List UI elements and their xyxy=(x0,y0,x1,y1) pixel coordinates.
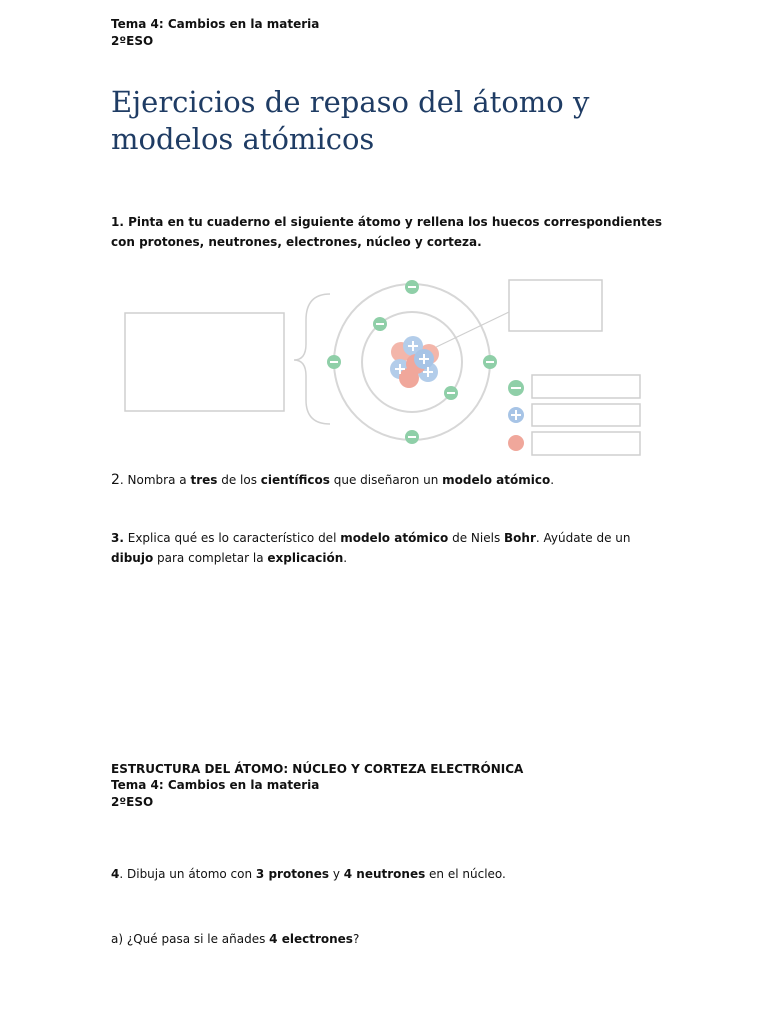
section-topic: Tema 4: Cambios en la materia xyxy=(111,778,320,792)
atom-diagram xyxy=(118,272,646,460)
question-4a-text: a) ¿Qué pasa si le añades xyxy=(111,932,270,946)
question-3-text: de Niels xyxy=(448,531,505,545)
legend xyxy=(508,375,640,455)
question-3-text: Explica qué es lo característico del xyxy=(123,531,341,545)
neutron-icon xyxy=(508,435,524,451)
question-3-bold: explicación xyxy=(267,551,344,565)
question-2 xyxy=(111,470,671,490)
question-4-text: en el núcleo. xyxy=(425,867,506,881)
question-4-bold: 4 neutrones xyxy=(343,867,426,881)
legend-box-electrons xyxy=(532,375,640,398)
question-4a-bold: 4 electrones xyxy=(269,932,353,946)
answer-box-left xyxy=(125,313,284,411)
nucleus xyxy=(390,336,439,388)
pointer-line xyxy=(430,312,509,350)
question-1-text: Pinta en tu cuaderno el siguiente átomo y rellena los huecos correspondientes con protones, neutrones, electrones, núcleo y corteza. xyxy=(111,215,662,249)
question-4 xyxy=(111,864,671,884)
question-2-text: . xyxy=(550,473,555,487)
question-2-text: que diseñaron un xyxy=(329,473,443,487)
header-level: 2ºESO xyxy=(111,34,154,48)
question-2-bold: científicos xyxy=(260,473,330,487)
question-3-bold: dibujo xyxy=(111,551,154,565)
question-4a xyxy=(111,929,671,949)
question-4a-text: ? xyxy=(352,932,360,946)
question-2-text: . Nombra a xyxy=(119,473,191,487)
question-2-bold: modelo atómico xyxy=(442,473,551,487)
question-3-text: . Ayúdate de un xyxy=(535,531,631,545)
question-4-text: y xyxy=(329,867,344,881)
question-4-text: . Dibuja un átomo con xyxy=(119,867,256,881)
header-topic: Tema 4: Cambios en la materia xyxy=(111,17,320,31)
question-3-number: 3. xyxy=(111,531,124,545)
question-1 xyxy=(111,212,671,252)
question-3-bold: Bohr xyxy=(504,531,536,545)
brace xyxy=(294,294,330,424)
question-2-text: de los xyxy=(217,473,261,487)
question-4-number: 4 xyxy=(111,867,120,881)
question-3-text: para completar la xyxy=(153,551,268,565)
legend-box-protons xyxy=(532,404,640,426)
question-2-number: 2 xyxy=(111,472,120,488)
page-title: Ejercicios de repaso del átomo y modelos atómicos xyxy=(111,85,590,156)
legend-box-neutrons xyxy=(532,432,640,455)
question-3 xyxy=(111,528,671,568)
question-3-bold: modelo atómico xyxy=(340,531,449,545)
section-heading: ESTRUCTURA DEL ÁTOMO: NÚCLEO Y CORTEZA ELECTRÓNICA xyxy=(111,762,524,776)
question-1-number: 1. xyxy=(111,215,124,229)
question-2-bold: tres xyxy=(190,473,218,487)
answer-box-top-right xyxy=(509,280,602,331)
question-3-text: . xyxy=(343,551,348,565)
section-level: 2ºESO xyxy=(111,795,154,809)
question-4-bold: 3 protones xyxy=(255,867,330,881)
